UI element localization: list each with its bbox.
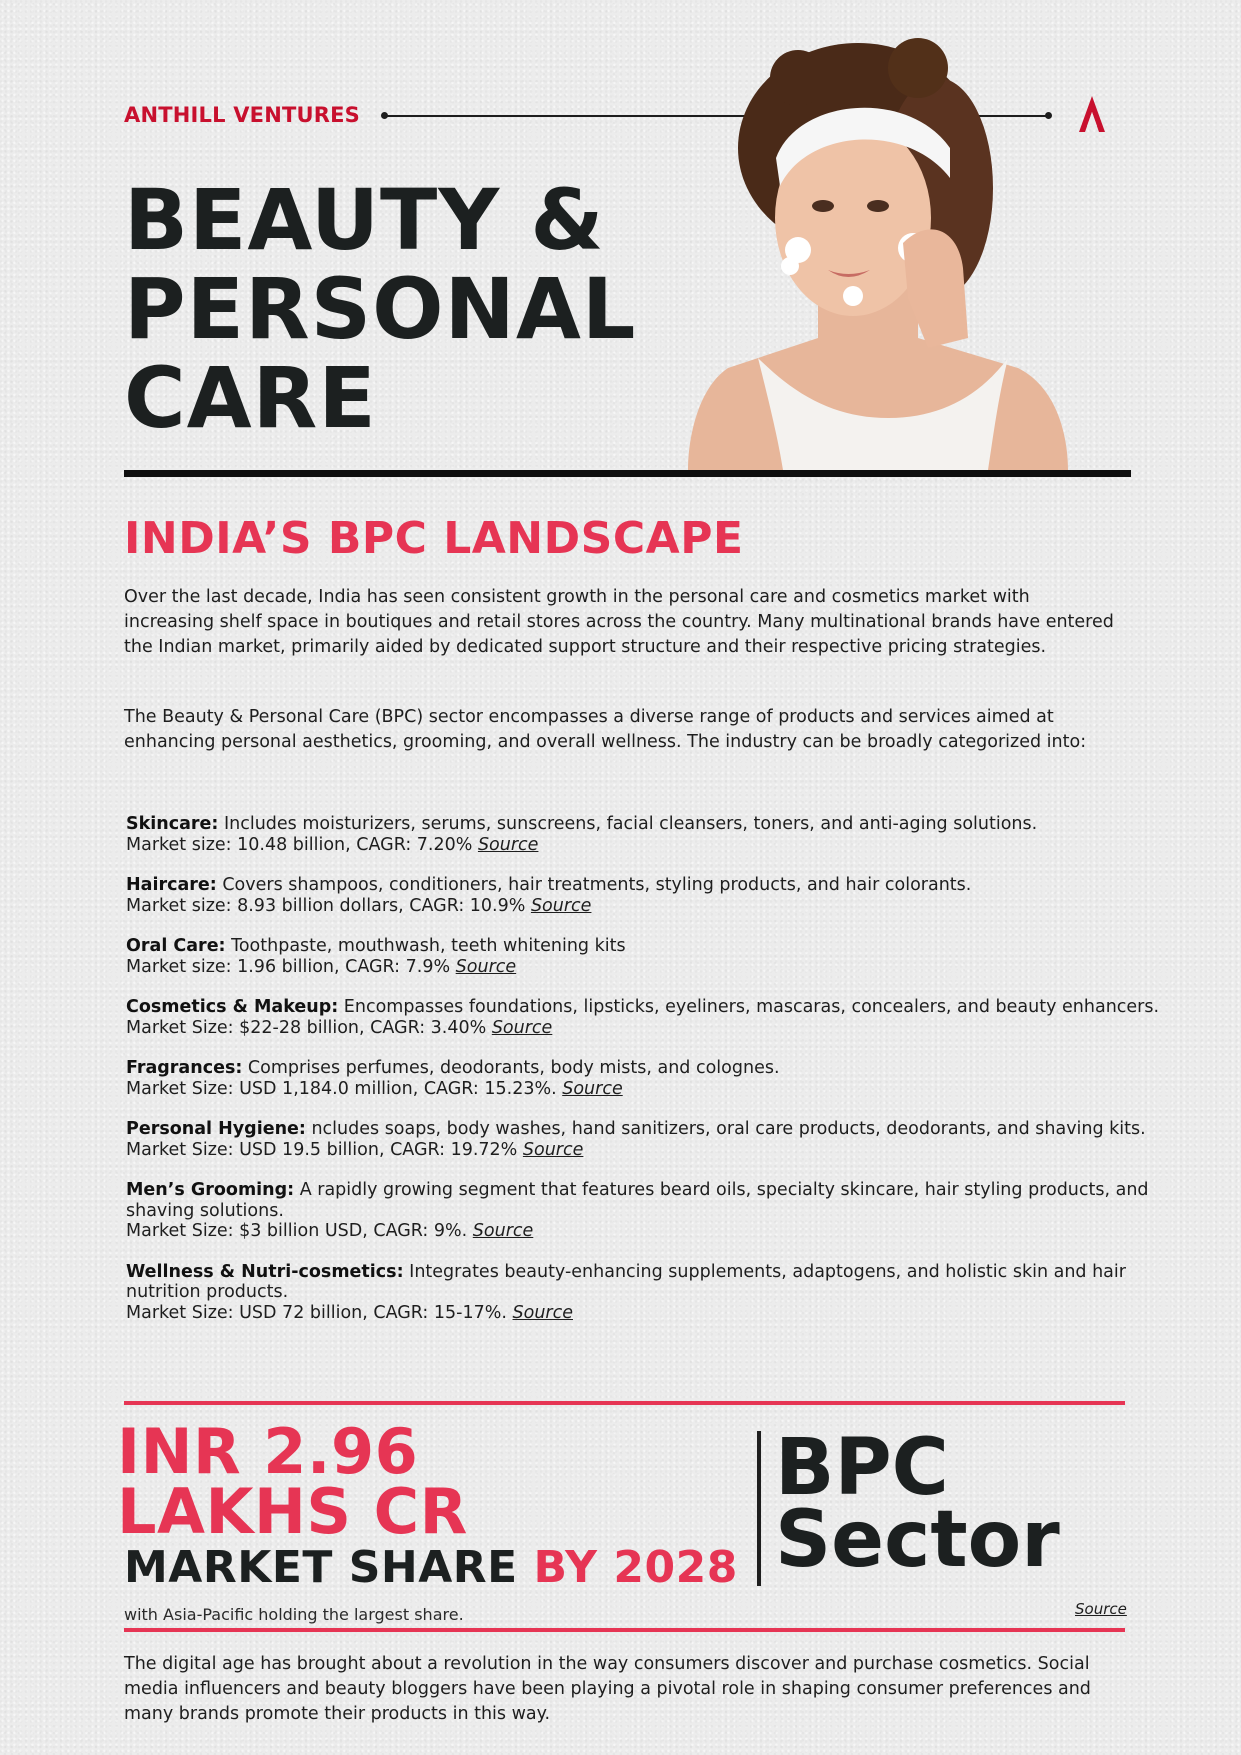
category-name: Men’s Grooming: [126, 1180, 295, 1200]
market-subcaption: with Asia-Pacific holding the largest share. [124, 1605, 464, 1624]
header-rule [124, 470, 1131, 477]
section-heading: INDIA’S BPC LANDSCAPE [124, 513, 744, 564]
category-market: Market Size: USD 72 billion, CAGR: 15-17%. [126, 1302, 513, 1323]
market-caption [124, 1542, 738, 1593]
market-value-line: LAKHS CR [117, 1475, 468, 1548]
category-market: Market Size: USD 1,184.0 million, CAGR: 15.23%. [126, 1078, 563, 1099]
sector-label-line: BPC [775, 1423, 949, 1513]
category-list [126, 814, 1166, 1343]
title-line: BEAUTY & [124, 171, 605, 269]
source-link[interactable]: Source [472, 1221, 534, 1241]
market-value-line: INR 2.96 [117, 1415, 419, 1488]
source-link[interactable]: Source [562, 1078, 623, 1099]
category-item [126, 1180, 1166, 1242]
market-caption-year: BY 2028 [533, 1542, 738, 1593]
stat-rule-bottom [124, 1628, 1125, 1632]
category-description: Includes moisturizers, serums, sunscreens, facial cleansers, toners, and anti-aging solutions. [218, 814, 1038, 834]
category-name: Cosmetics & Makeup: [126, 997, 339, 1017]
source-link[interactable]: Source [455, 956, 517, 977]
market-value [117, 1415, 468, 1548]
category-name: Fragrances: [126, 1058, 243, 1078]
category-item [126, 1119, 1166, 1160]
category-description: Encompasses foundations, lipsticks, eyeliners, mascaras, concealers, and beauty enhancers. [338, 997, 1160, 1017]
category-name: Personal Hygiene: [126, 1119, 306, 1139]
category-market: Market Size: USD 19.5 billion, CAGR: 19.72% [126, 1139, 523, 1160]
category-item [126, 997, 1166, 1038]
source-link[interactable]: Source [522, 1139, 584, 1160]
source-link[interactable]: Source [530, 895, 592, 916]
stat-rule-top [124, 1401, 1125, 1405]
category-market: Market size: 1.96 billion, CAGR: 7.9% [126, 956, 456, 977]
category-description: A rapidly growing segment that features beard oils, specialty skincare, hair styling products, and shaving solutions. [126, 1180, 1149, 1221]
category-name: Wellness & Nutri-cosmetics: [126, 1261, 404, 1282]
category-name: Skincare: [126, 814, 219, 834]
page-title [124, 171, 637, 447]
brand-name: ANTHILL VENTURES [124, 103, 361, 127]
closing-paragraph: The digital age has brought about a revolution in the way consumers discover and purchase cosmetics. Social media influencers and beauty bloggers have been playing a pivotal role in shaping consumer preferences and many brands promote their products in this way. [124, 1654, 1091, 1724]
stat-source-link[interactable]: Source [1075, 1600, 1127, 1618]
category-item [126, 875, 1166, 916]
model-portrait-image [688, 38, 1068, 470]
category-description: Covers shampoos, conditioners, hair treatments, styling products, and hair colorants. [216, 875, 972, 895]
source-link[interactable]: Source [512, 1302, 573, 1323]
category-item [126, 814, 1166, 855]
category-market: Market size: 8.93 billion dollars, CAGR: 10.9% [126, 895, 531, 916]
market-caption-dark: MARKET SHARE [124, 1542, 534, 1593]
category-item [126, 1262, 1166, 1324]
category-description: Comprises perfumes, deodorants, body mists, and colognes. [242, 1058, 780, 1078]
sector-label [775, 1423, 1060, 1585]
category-name: Oral Care: [126, 936, 226, 956]
category-description: Toothpaste, mouthwash, teeth whitening kits [225, 936, 626, 956]
category-name: Haircare: [126, 875, 217, 895]
category-market: Market Size: $22-28 billion, CAGR: 3.40% [126, 1017, 492, 1038]
category-market: Market size: 10.48 billion, CAGR: 7.20% [126, 834, 478, 855]
category-item [126, 936, 1166, 977]
sector-label-line: Sector [775, 1495, 1060, 1585]
source-link[interactable]: Source [477, 834, 539, 855]
title-line: CARE [124, 349, 377, 447]
category-description: ncludes soaps, body washes, hand sanitizers, oral care products, deodorants, and shaving kits. [305, 1119, 1146, 1139]
category-market: Market Size: $3 billion USD, CAGR: 9%. [126, 1221, 473, 1241]
intro-paragraph: Over the last decade, India has seen consistent growth in the personal care and cosmetics market with increasing shelf space in boutiques and retail stores across the country. Many multinational brands have entered the Indian market, primarily aided by dedicated support structure and their respective pricing strategies. [124, 587, 1114, 657]
category-description: Integrates beauty-enhancing supplements, adaptogens, and holistic skin and hair nutrition products. [126, 1261, 1126, 1302]
source-link[interactable]: Source [491, 1017, 553, 1038]
intro-paragraph: The Beauty & Personal Care (BPC) sector encompasses a diverse range of products and services aimed at enhancing personal aesthetics, grooming, and overall wellness. The industry can be broadly categorized into: [124, 707, 1087, 752]
title-line: PERSONAL [124, 260, 637, 358]
stat-divider [757, 1431, 761, 1586]
anthill-logo-icon [1075, 94, 1109, 138]
category-item [126, 1058, 1166, 1099]
